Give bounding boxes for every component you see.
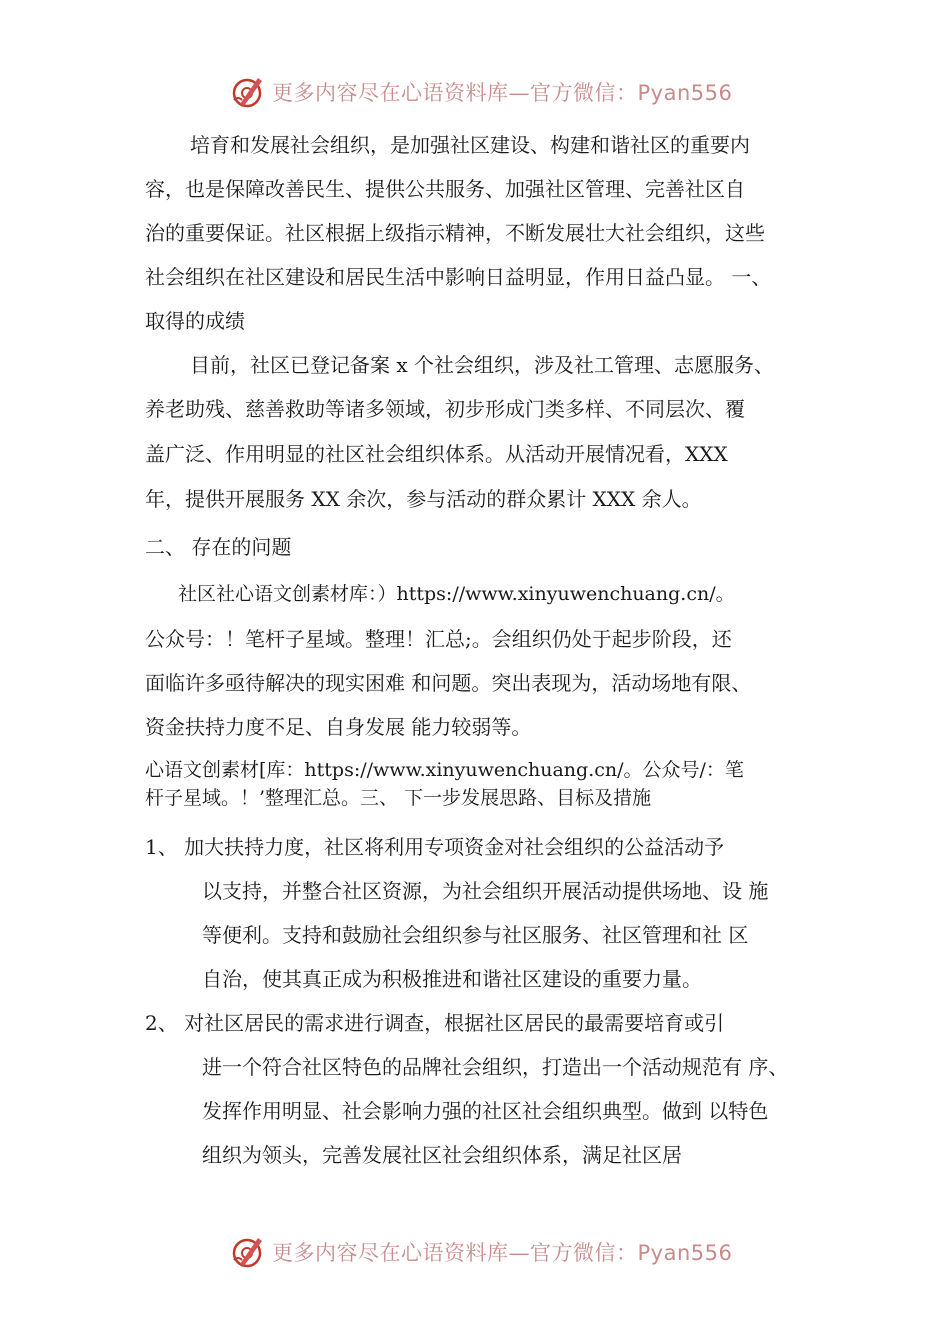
text-line: 目前，社区已登记备案 x 个社会组织，涉及社工管理、志愿服务、 xyxy=(190,353,774,377)
section-heading: 二、 存在的问题 xyxy=(145,535,292,559)
text-line: 社区社心语文创素材库：）https://www.xinyuwenchuang.cn/。 xyxy=(178,583,735,605)
banner-slogan: 更多内容尽在心语资料库—官方微信： xyxy=(272,1241,638,1265)
banner-text xyxy=(272,77,732,107)
text-line: 发挥作用明显、社会影响力强的社区社会组织典型。做到 以特色 xyxy=(202,1099,769,1123)
text-line: 心语文创素材[库：https://www.xinyuwenchuang.cn/。公众号/：笔 xyxy=(145,759,744,781)
text-line: 社会组织在社区建设和居民生活中影响日益明显，作用日益凸显。 一、 xyxy=(145,265,772,289)
pen-logo-icon xyxy=(230,1234,266,1270)
text-line: 治的重要保证。社区根据上级指示精神，不断发展壮大社会组织，这些 xyxy=(145,221,765,245)
text-line: 公众号：！笔杆子星域。整理！汇总;。会组织仍处于起步阶段，还 xyxy=(145,627,732,651)
text-line: 盖广泛、作用明显的社区社会组织体系。从活动开展情况看，XXX xyxy=(145,442,728,466)
text-line: 进一个符合社区特色的品牌社会组织，打造出一个活动规范有 序、 xyxy=(202,1055,789,1079)
text-line: 等便利。支持和鼓励社会组织参与社区服务、社区管理和社 区 xyxy=(202,923,749,947)
pen-logo-icon xyxy=(230,74,266,110)
banner-text xyxy=(272,1237,732,1267)
list-item: 1、 加大扶持力度，社区将利用专项资金对社会组织的公益活动予 xyxy=(145,835,725,859)
section-heading: 取得的成绩 xyxy=(145,309,245,333)
text-line: 培育和发展社会组织，是加强社区建设、构建和谐社区的重要内 xyxy=(190,133,750,157)
list-item: 2、 对社区居民的需求进行调查，根据社区居民的最需要培育或引 xyxy=(145,1011,725,1035)
text-line: 杆子星域。！’整理汇总。三、 下一步发展思路、目标及措施 xyxy=(145,787,652,809)
text-line: 以支持，并整合社区资源，为社会组织开展活动提供场地、设 施 xyxy=(202,879,769,903)
banner-account: Pyan556 xyxy=(637,1241,733,1265)
footer-banner xyxy=(230,1232,750,1272)
text-line: 养老助残、慈善救助等诸多领域，初步形成门类多样、不同层次、覆 xyxy=(145,397,745,421)
text-line: 面临许多亟待解决的现实困难 和问题。突出表现为，活动场地有限、 xyxy=(145,671,752,695)
banner-account: Pyan556 xyxy=(637,81,733,105)
header-banner xyxy=(230,72,750,112)
text-line: 容，也是保障改善民生、提供公共服务、加强社区管理、完善社区自 xyxy=(145,177,745,201)
text-line: 年，提供开展服务 XX 余次，参与活动的群众累计 XXX 余人。 xyxy=(145,487,702,511)
banner-slogan: 更多内容尽在心语资料库—官方微信： xyxy=(272,81,638,105)
text-line: 自治，使其真正成为积极推进和谐社区建设的重要力量。 xyxy=(202,967,702,991)
text-line: 资金扶持力度不足、自身发展 能力较弱等。 xyxy=(145,715,532,739)
text-line: 组织为领头，完善发展社区社会组织体系，满足社区居 xyxy=(202,1143,682,1167)
